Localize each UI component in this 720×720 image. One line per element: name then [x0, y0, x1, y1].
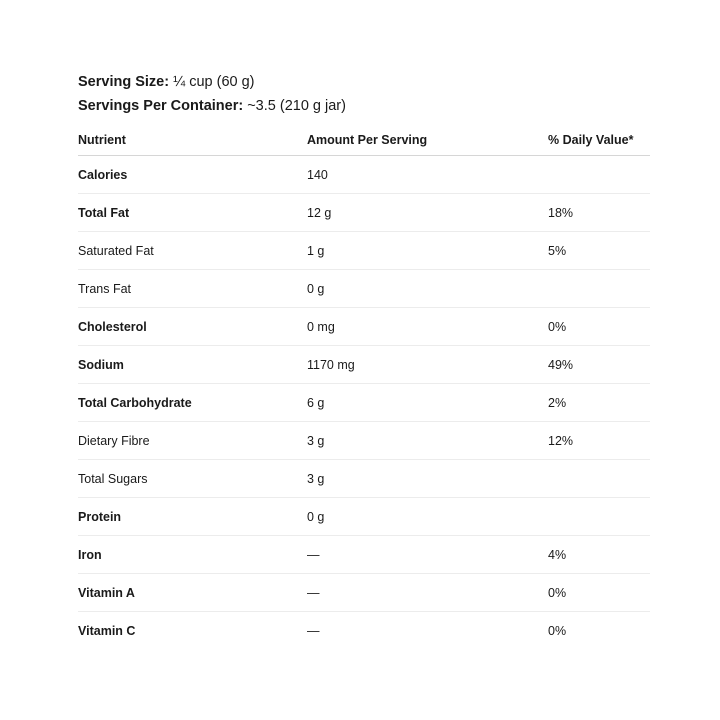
- nutrient-daily-value: [548, 270, 650, 308]
- table-row: [78, 346, 650, 384]
- nutrient-amount: 0 g: [307, 498, 548, 536]
- nutrient-name: Iron: [78, 536, 307, 574]
- nutrient-daily-value: [548, 498, 650, 536]
- table-row: [78, 232, 650, 270]
- nutrient-name: Dietary Fibre: [78, 422, 307, 460]
- table-header-row: [78, 125, 650, 156]
- table-row: [78, 156, 650, 194]
- nutrient-name: Total Fat: [78, 194, 307, 232]
- nutrient-name: Trans Fat: [78, 270, 307, 308]
- nutrient-amount: 1170 mg: [307, 346, 548, 384]
- table-row: [78, 308, 650, 346]
- nutrient-amount: 140: [307, 156, 548, 194]
- nutrient-amount: 6 g: [307, 384, 548, 422]
- table-row: [78, 384, 650, 422]
- nutrition-panel: [78, 70, 650, 649]
- nutrient-amount: —: [307, 623, 320, 638]
- nutrient-name: Total Sugars: [78, 460, 307, 498]
- servings-per-container-line: [78, 94, 650, 118]
- nutrient-amount: 0 mg: [307, 308, 548, 346]
- nutrient-daily-value: 18%: [548, 194, 650, 232]
- nutrient-name: Total Carbohydrate: [78, 384, 307, 422]
- nutrient-daily-value: 0%: [548, 623, 567, 638]
- servings-per-container-label: Servings Per Container:: [78, 98, 244, 114]
- nutrition-table: [78, 125, 650, 649]
- serving-size-line: [78, 70, 650, 94]
- nutrition-table-body: [78, 156, 650, 650]
- table-row: [78, 536, 650, 574]
- nutrient-name: Cholesterol: [78, 308, 307, 346]
- nutrient-amount: 3 g: [307, 460, 548, 498]
- nutrient-daily-value: 2%: [548, 384, 650, 422]
- header-daily-value: % Daily Value*: [548, 125, 650, 156]
- nutrient-name: Vitamin C: [78, 623, 136, 638]
- table-row: [78, 498, 650, 536]
- nutrient-daily-value: 5%: [548, 232, 650, 270]
- nutrient-amount: 1 g: [307, 232, 548, 270]
- nutrient-amount: 12 g: [307, 194, 548, 232]
- nutrient-amount: 3 g: [307, 422, 548, 460]
- nutrient-daily-value: 0%: [548, 574, 650, 612]
- nutrient-daily-value: [548, 460, 650, 498]
- nutrient-name: Vitamin A: [78, 574, 307, 612]
- servings-per-container-value: ~3.5 (210 g jar): [247, 98, 346, 114]
- header-nutrient: Nutrient: [78, 125, 307, 156]
- nutrient-name: Calories: [78, 156, 307, 194]
- nutrient-daily-value: 0%: [548, 308, 650, 346]
- nutrient-name: Sodium: [78, 346, 307, 384]
- nutrient-amount: —: [307, 536, 548, 574]
- nutrient-amount: —: [307, 574, 548, 612]
- nutrient-amount: 0 g: [307, 270, 548, 308]
- header-amount: Amount Per Serving: [307, 125, 548, 156]
- nutrient-name: Saturated Fat: [78, 232, 307, 270]
- nutrient-daily-value: 12%: [548, 422, 650, 460]
- nutrient-daily-value: 49%: [548, 346, 650, 384]
- table-row: [78, 612, 650, 650]
- table-row: [78, 194, 650, 232]
- table-row: [78, 422, 650, 460]
- table-row: [78, 460, 650, 498]
- table-row: [78, 574, 650, 612]
- nutrient-name: Protein: [78, 498, 307, 536]
- serving-size-label: Serving Size:: [78, 74, 170, 90]
- table-row: [78, 270, 650, 308]
- nutrient-daily-value: 4%: [548, 536, 650, 574]
- nutrient-daily-value: [548, 156, 650, 194]
- serving-size-value: ¼ cup (60 g): [173, 74, 255, 90]
